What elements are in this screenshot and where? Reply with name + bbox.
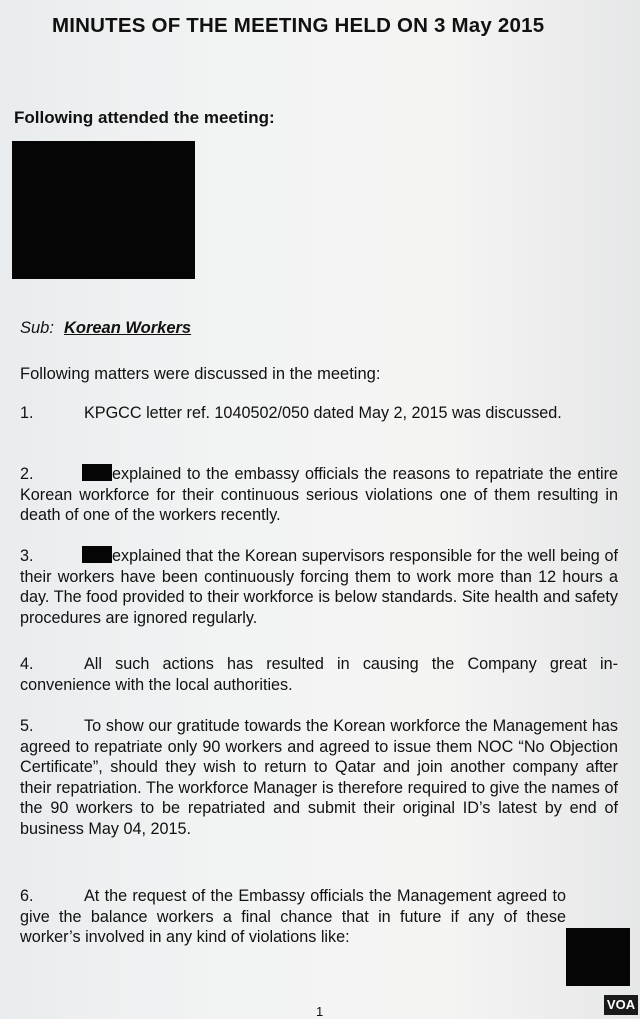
redacted-name bbox=[82, 546, 112, 563]
paragraph-number: 5. bbox=[20, 717, 34, 735]
paragraph-text: explained that the Korean supervisors responsible for the well being of their workers have been continuously forcing them to work more than 12 hours a day. The food provided to their workforce is below standards. Site health and safety procedures are ignored regularly. bbox=[20, 547, 618, 627]
paragraph-text: KPGCC letter ref. 1040502/050 dated May 2, 2015 was discussed. bbox=[84, 404, 562, 422]
page-title: MINUTES OF THE MEETING HELD ON 3 May 2015 bbox=[52, 14, 545, 37]
paragraph-text: At the request of the Embassy officials the Management agreed to give the balance workers a final chance that in future if any of these worker’s involved in any kind of violations like: bbox=[20, 887, 566, 946]
paragraph-number: 2. bbox=[20, 465, 34, 483]
redacted-block bbox=[566, 928, 630, 986]
attendees-heading: Following attended the meeting: bbox=[14, 108, 275, 127]
redacted-name bbox=[82, 464, 112, 481]
paragraph-number: 3. bbox=[20, 547, 34, 565]
paragraph-text: To show our gratitude towards the Korean workforce the Management has agreed to repatriate only 90 workers and agreed to issue them NOC “No Objection Certificate”, should they wish to return to Qatar and join another company after their repatriation. The workforce Manager is therefore required to give the names of the 90 workers to be repatriated and submit their original ID’s latest by end of business May 04, 2015. bbox=[20, 717, 618, 838]
paragraph-2 bbox=[20, 464, 618, 526]
subject-value: Korean Workers bbox=[63, 319, 192, 337]
paragraph-1 bbox=[20, 403, 618, 424]
page-number: 1 bbox=[316, 1004, 324, 1019]
paragraph-4 bbox=[20, 654, 618, 695]
subject-line bbox=[20, 319, 191, 338]
subject-label: Sub: bbox=[20, 319, 54, 337]
intro-text: Following matters were discussed in the meeting: bbox=[20, 365, 381, 383]
paragraph-number: 1. bbox=[20, 404, 34, 422]
redacted-attendee-list bbox=[12, 141, 195, 279]
voa-watermark: VOA bbox=[604, 995, 638, 1015]
paragraph-3 bbox=[20, 546, 618, 628]
paragraph-text: All such actions has resulted in causing the Company great in-convenience with the local authorities. bbox=[20, 655, 618, 694]
paragraph-5 bbox=[20, 716, 618, 839]
paragraph-number: 6. bbox=[20, 887, 34, 905]
paragraph-number: 4. bbox=[20, 655, 34, 673]
paragraph-text: explained to the embassy officials the reasons to repatriate the entire Korean workforce for their continuous serious violations one of them resulting in death of one of the workers recently. bbox=[20, 465, 618, 524]
paragraph-6 bbox=[20, 886, 566, 948]
